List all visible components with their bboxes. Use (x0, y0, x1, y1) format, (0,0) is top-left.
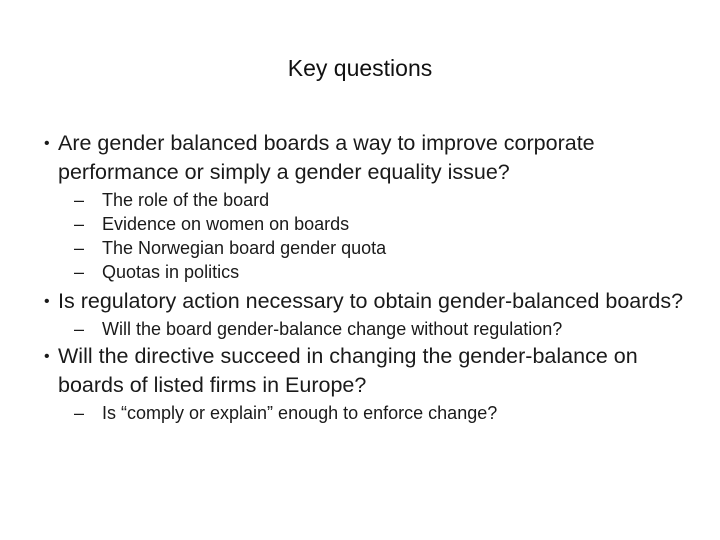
sub-dash: – (74, 214, 85, 234)
sub-dash: – (74, 238, 85, 258)
sub-item (44, 317, 694, 341)
bullet-1 (44, 129, 694, 187)
bullet-1-sublist (44, 188, 694, 284)
sub-dash: – (74, 262, 85, 282)
bullet-text: Is regulatory action necessary to obtain gender-balanced boards? (58, 289, 684, 313)
bullet-dot: • (44, 348, 50, 365)
sub-dash: – (74, 319, 85, 339)
sub-item (44, 236, 694, 260)
sub-item-text: Is “comply or explain” enough to enforce change? (102, 403, 498, 423)
slide-title: Key questions (287, 55, 433, 81)
sub-item-text: Quotas in politics (102, 262, 240, 282)
bullet-3 (44, 342, 694, 400)
sub-item-text: Evidence on women on boards (102, 214, 350, 234)
sub-item (44, 260, 694, 284)
sub-item-text: Will the board gender-balance change without regulation? (102, 319, 563, 339)
slide-content (44, 129, 694, 425)
sub-item-text: The role of the board (102, 190, 270, 210)
sub-item (44, 212, 694, 236)
sub-dash: – (74, 190, 85, 210)
bullet-2-sublist (44, 317, 694, 341)
bullet-3-sublist (44, 401, 694, 425)
sub-dash: – (74, 403, 85, 423)
bullet-dot: • (44, 293, 50, 310)
sub-item (44, 188, 694, 212)
bullet-2 (44, 287, 694, 316)
bullet-dot: • (44, 135, 50, 152)
bullet-text: Are gender balanced boards a way to improve corporate performance or simply a gender equality issue? (58, 131, 595, 184)
bullet-text: Will the directive succeed in changing the gender-balance on boards of listed firms in Europe? (58, 344, 638, 397)
sub-item-text: The Norwegian board gender quota (102, 238, 387, 258)
sub-item (44, 401, 694, 425)
